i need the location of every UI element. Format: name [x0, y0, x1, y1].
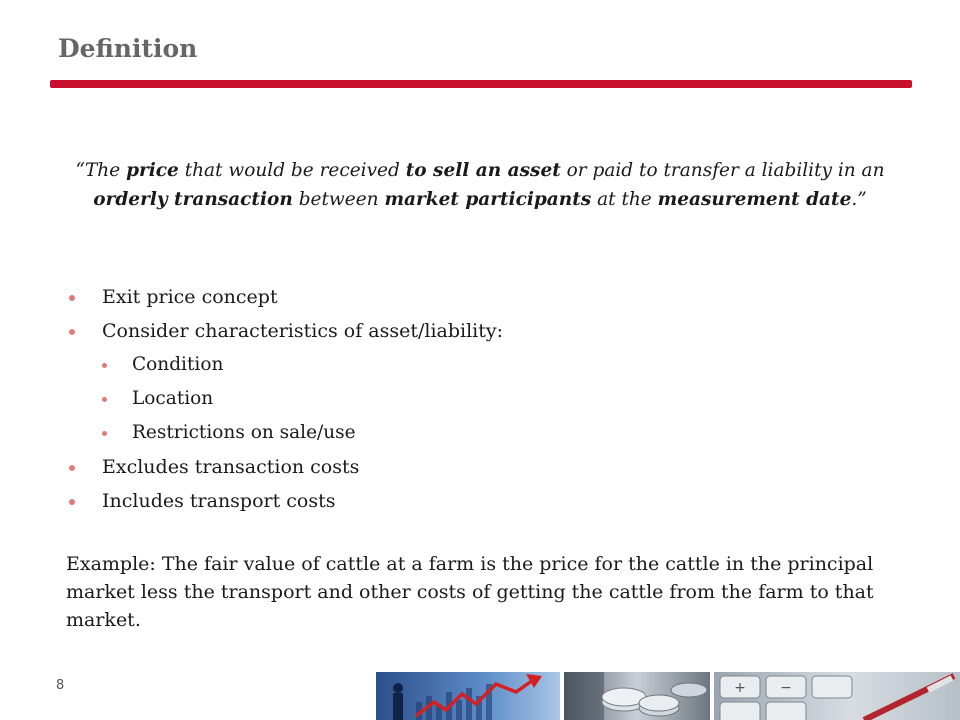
- quote-text-4: between: [292, 189, 385, 210]
- quote-text-1: The: [84, 160, 127, 181]
- svg-text:+: +: [734, 680, 746, 696]
- business-chart-image: [376, 672, 560, 720]
- quote-bold-orderly-transaction: orderly transaction: [93, 189, 293, 210]
- sub-bullet-item: [66, 416, 886, 450]
- bullet-dot: [69, 465, 75, 471]
- footer-image-strip: [376, 672, 960, 720]
- quote-text-5: at the: [591, 189, 658, 210]
- bullet-text: Excludes transaction costs: [102, 456, 360, 478]
- coins-icon: [564, 672, 710, 720]
- coins-image: [564, 672, 710, 720]
- bullet-item: [66, 484, 886, 518]
- bullet-item: [66, 280, 886, 314]
- svg-text:−: −: [780, 680, 792, 696]
- example-paragraph: Example: The fair value of cattle at a farm is the price for the cattle in the principal market less the transport and other costs of getting the cattle from the farm to that market.: [66, 553, 874, 631]
- definition-quote: [60, 156, 900, 214]
- bullet-item: [66, 450, 886, 484]
- quote-text-2: that would be received: [178, 160, 406, 181]
- rising-chart-icon: [376, 672, 560, 720]
- bullet-text: Restrictions on sale/use: [132, 422, 356, 443]
- quote-bold-price: price: [126, 160, 179, 181]
- bullet-text: Condition: [132, 354, 224, 375]
- bullet-dot: [69, 295, 75, 301]
- bullet-dot: [69, 499, 75, 505]
- quote-text-3: or paid to transfer a liability in an: [560, 160, 885, 181]
- quote-open: “: [75, 160, 85, 181]
- bullet-text: Consider characteristics of asset/liability:: [102, 320, 504, 342]
- quote-text-6: .”: [851, 189, 867, 210]
- bullet-dot: [102, 431, 107, 436]
- bullet-dot: [69, 329, 75, 335]
- bullet-dot: [102, 397, 107, 402]
- sub-bullet-item: [66, 348, 886, 382]
- bullet-text: Includes transport costs: [102, 490, 336, 512]
- bullet-text: Location: [132, 388, 214, 409]
- bullet-text: Exit price concept: [102, 286, 278, 308]
- calculator-pen-image: [714, 672, 960, 720]
- page-number: 8: [56, 678, 65, 693]
- slide-title: Definition: [58, 34, 198, 63]
- bullet-item: [66, 314, 886, 348]
- calculator-icon: [714, 672, 960, 720]
- quote-bold-sell-asset: to sell an asset: [405, 160, 561, 181]
- quote-bold-market-participants: market participants: [384, 189, 592, 210]
- quote-bold-measurement-date: measurement date: [657, 189, 852, 210]
- bullet-dot: [102, 363, 107, 368]
- bullet-list: [66, 280, 886, 518]
- sub-bullet-item: [66, 382, 886, 416]
- title-underline-bar: [50, 80, 912, 88]
